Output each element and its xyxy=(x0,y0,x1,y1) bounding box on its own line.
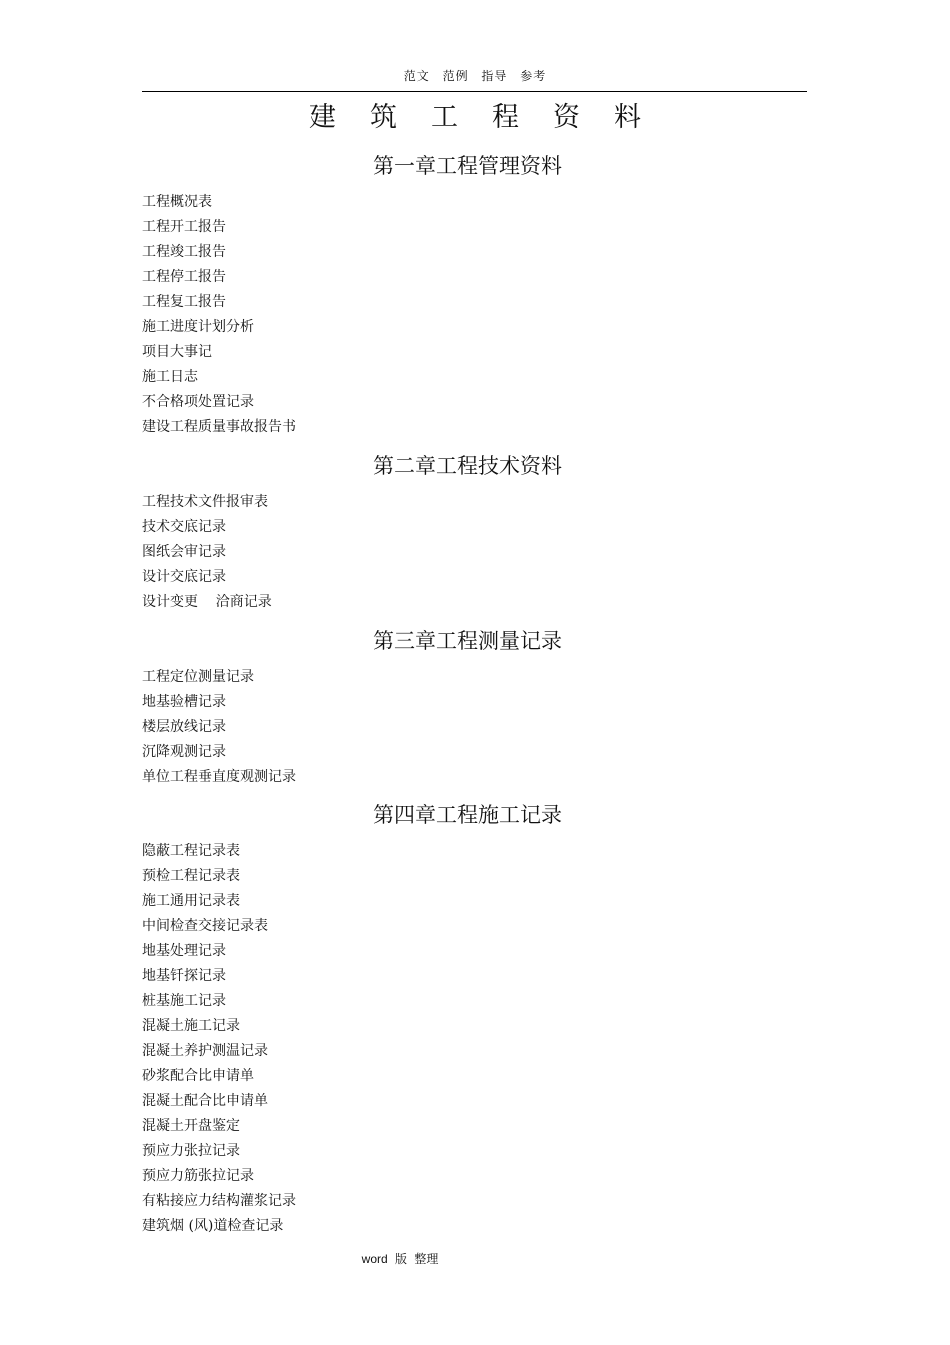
list-item: 混凝土施工记录 xyxy=(142,1018,240,1034)
list-item: 项目大事记 xyxy=(142,344,212,360)
list-item: 图纸会审记录 xyxy=(142,544,226,560)
list-item: 工程概况表 xyxy=(142,194,212,210)
chapter-2-heading: 第二章工程技术资料 xyxy=(373,454,562,478)
list-item: 预应力张拉记录 xyxy=(142,1143,240,1159)
list-item: 单位工程垂直度观测记录 xyxy=(142,769,296,785)
list-item: 工程复工报告 xyxy=(142,294,226,310)
list-item: 砂浆配合比申请单 xyxy=(142,1068,254,1084)
list-item: 地基验槽记录 xyxy=(142,694,226,710)
list-item: 地基处理记录 xyxy=(142,943,226,959)
list-item: 工程技术文件报审表 xyxy=(142,494,268,510)
list-item: 沉降观测记录 xyxy=(142,744,226,760)
list-item: 楼层放线记录 xyxy=(142,719,226,735)
list-item: 预应力筋张拉记录 xyxy=(142,1168,254,1184)
list-item: 混凝土养护测温记录 xyxy=(142,1043,268,1059)
list-item: 施工日志 xyxy=(142,369,198,385)
list-item: 建设工程质量事故报告书 xyxy=(142,419,296,435)
document-title: 建筑工程资料 xyxy=(309,102,675,133)
page-footer: word 版 整理 xyxy=(361,1252,439,1266)
list-item: 有粘接应力结构灌浆记录 xyxy=(142,1193,296,1209)
chapter-1-list xyxy=(142,190,296,440)
list-item: 工程定位测量记录 xyxy=(142,669,254,685)
list-item: 施工进度计划分析 xyxy=(142,319,254,335)
list-item: 预检工程记录表 xyxy=(142,868,240,884)
list-item: 混凝土开盘鉴定 xyxy=(142,1118,240,1134)
chapter-2-list xyxy=(142,490,272,615)
list-item: 工程开工报告 xyxy=(142,219,226,235)
list-item: 施工通用记录表 xyxy=(142,893,240,909)
page-header: 范文 范例 指导 参考 xyxy=(403,69,547,83)
list-item: 不合格项处置记录 xyxy=(142,394,254,410)
chapter-1-heading: 第一章工程管理资料 xyxy=(373,154,562,178)
list-item: 技术交底记录 xyxy=(142,519,226,535)
chapter-4-heading: 第四章工程施工记录 xyxy=(373,803,562,827)
list-item: 桩基施工记录 xyxy=(142,993,226,1009)
chapter-3-list xyxy=(142,665,296,790)
list-item: 工程停工报告 xyxy=(142,269,226,285)
chapter-4-list xyxy=(142,839,296,1239)
list-item: 设计变更 洽商记录 xyxy=(142,594,272,610)
list-item: 混凝土配合比申请单 xyxy=(142,1093,268,1109)
list-item: 地基钎探记录 xyxy=(142,968,226,984)
list-item: 建筑烟 (风)道检查记录 xyxy=(142,1218,284,1234)
list-item: 工程竣工报告 xyxy=(142,244,226,260)
chapter-3-heading: 第三章工程测量记录 xyxy=(373,629,562,653)
list-item: 中间检查交接记录表 xyxy=(142,918,268,934)
list-item: 隐蔽工程记录表 xyxy=(142,843,240,859)
list-item: 设计交底记录 xyxy=(142,569,226,585)
header-divider xyxy=(142,91,807,92)
